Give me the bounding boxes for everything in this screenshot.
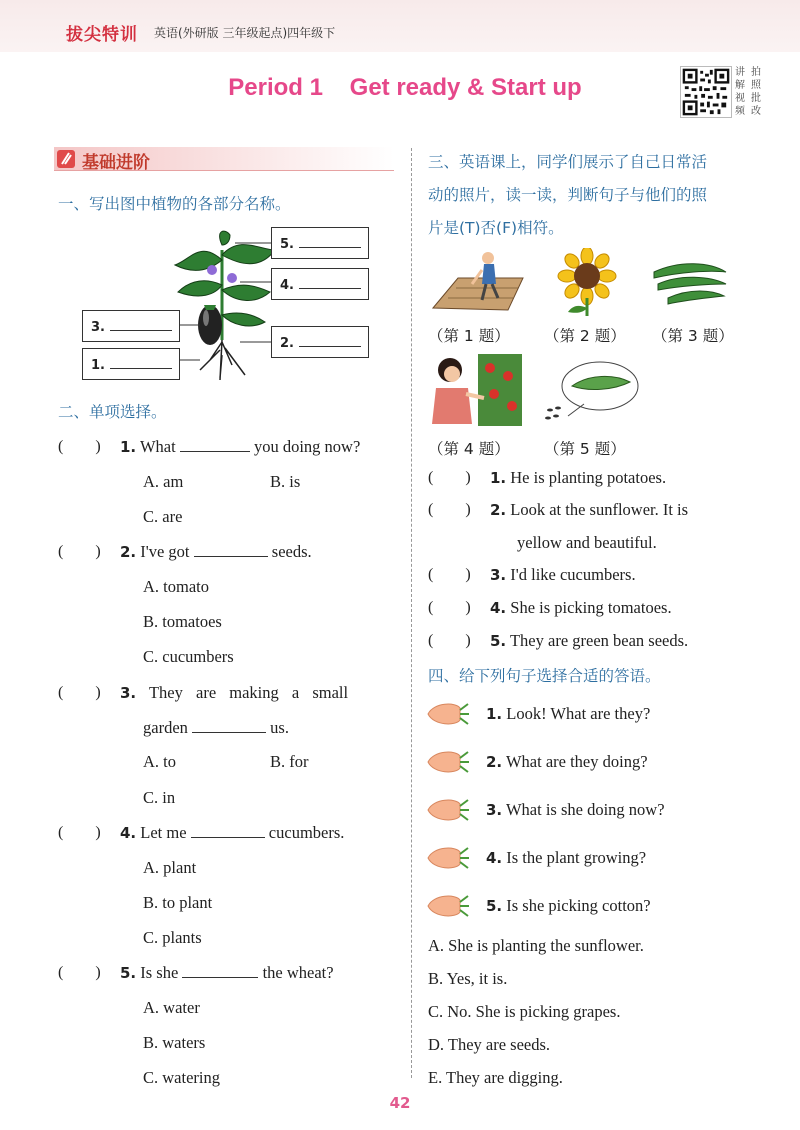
q3-item-2 bbox=[490, 500, 688, 520]
item-number: 3. bbox=[120, 684, 137, 702]
item-text: What are they doing? bbox=[505, 752, 648, 771]
q4-item-1 bbox=[486, 704, 650, 724]
label-box-5[interactable] bbox=[271, 227, 369, 259]
item-text: She is picking tomatoes. bbox=[510, 598, 672, 617]
q2-item-1 bbox=[120, 437, 360, 457]
page-number: 42 bbox=[389, 1094, 411, 1112]
q4-item-5 bbox=[486, 896, 651, 916]
q3-heading-line: 动的照片，读一读，判断句子与他们的照 bbox=[428, 186, 708, 204]
column-divider bbox=[411, 148, 412, 1078]
item-text: us. bbox=[270, 718, 289, 737]
boy-planting-picture bbox=[428, 248, 526, 316]
item-number: 4. bbox=[486, 849, 503, 867]
q3-item-3 bbox=[490, 565, 636, 585]
answer-paren[interactable]: ( ) bbox=[58, 964, 101, 981]
label-box-4[interactable] bbox=[271, 268, 369, 300]
item-text: cucumbers. bbox=[268, 823, 345, 842]
option-c[interactable]: C. are bbox=[143, 507, 183, 526]
option-a[interactable]: A. plant bbox=[143, 858, 197, 877]
section-label: 基础进阶 bbox=[82, 153, 150, 173]
period-label: Period 1 bbox=[228, 74, 323, 101]
item-text: I'd like cucumbers. bbox=[510, 565, 636, 584]
item-number: 1. bbox=[486, 705, 503, 723]
answer-paren[interactable]: ( ) bbox=[58, 684, 101, 701]
option-c[interactable]: C. cucumbers bbox=[143, 647, 234, 666]
q2-item-4 bbox=[120, 823, 344, 843]
item-text: What is she doing now? bbox=[505, 800, 665, 819]
q4-item-4 bbox=[486, 848, 646, 868]
qr-char: 讲 bbox=[735, 67, 745, 78]
item-text: Let me bbox=[140, 823, 187, 842]
option-b[interactable]: B. for bbox=[270, 752, 309, 771]
carrot-answer-icon[interactable] bbox=[426, 892, 470, 920]
item-number: 3. bbox=[486, 801, 503, 819]
option-b[interactable]: B. to plant bbox=[143, 893, 213, 912]
qr-char: 频 bbox=[735, 106, 745, 117]
qr-char: 照 bbox=[751, 80, 761, 91]
answer-paren[interactable]: ( ) bbox=[428, 469, 471, 486]
q3-item-1 bbox=[490, 468, 666, 488]
book-subject: 英语(外研版 三年级起点)四年级下 bbox=[154, 26, 336, 40]
item-text: I've got bbox=[140, 542, 190, 561]
item-number: 2. bbox=[486, 753, 503, 771]
option-b[interactable]: B. tomatoes bbox=[143, 612, 222, 631]
label-box-2[interactable] bbox=[271, 326, 369, 358]
picture-caption: （第 5 题） bbox=[544, 440, 626, 458]
label-box-3[interactable] bbox=[82, 310, 180, 342]
topic-label: Get ready & Start up bbox=[349, 74, 582, 101]
item-number: 1. bbox=[490, 469, 507, 487]
answer-paren[interactable]: ( ) bbox=[58, 824, 101, 841]
item-text: seeds. bbox=[271, 542, 312, 561]
answer-paren[interactable]: ( ) bbox=[58, 543, 101, 560]
option-c[interactable]: C. plants bbox=[143, 928, 202, 947]
q2-item-3-line2 bbox=[143, 718, 289, 738]
box-number: 3. bbox=[91, 320, 105, 335]
option-c[interactable]: C. in bbox=[143, 788, 176, 807]
item-text: Look at the sunflower. It is bbox=[510, 500, 689, 519]
item-text: Is she picking cotton? bbox=[506, 896, 651, 915]
answer-paren[interactable]: ( ) bbox=[58, 438, 101, 455]
brand-name: 拔尖特训 bbox=[66, 25, 138, 45]
qr-char: 视 bbox=[735, 93, 745, 104]
picture-caption: （第 1 题） bbox=[428, 327, 510, 345]
answer-option-a[interactable]: A. She is planting the sunflower. bbox=[428, 936, 644, 955]
option-a[interactable]: A. tomato bbox=[143, 577, 209, 596]
q4-item-3 bbox=[486, 800, 665, 820]
q2-item-5 bbox=[120, 963, 334, 983]
item-number: 2. bbox=[120, 543, 137, 561]
answer-paren[interactable]: ( ) bbox=[428, 599, 471, 616]
q2-item-2 bbox=[120, 542, 312, 562]
q1-heading: 一、写出图中植物的各部分名称。 bbox=[58, 195, 291, 213]
box-number: 5. bbox=[280, 237, 294, 252]
carrot-answer-icon[interactable] bbox=[426, 748, 470, 776]
item-number: 5. bbox=[486, 897, 503, 915]
fill-blank[interactable] bbox=[182, 964, 258, 978]
fill-blank[interactable] bbox=[192, 719, 266, 733]
answer-paren[interactable]: ( ) bbox=[428, 501, 471, 518]
q3-item-5 bbox=[490, 631, 688, 651]
carrot-answer-icon[interactable] bbox=[426, 700, 470, 728]
q4-item-2 bbox=[486, 752, 648, 772]
option-b[interactable]: B. waters bbox=[143, 1033, 206, 1052]
item-text: Look! What are they? bbox=[506, 704, 651, 723]
box-number: 2. bbox=[280, 336, 294, 351]
qr-char: 解 bbox=[735, 80, 745, 91]
fill-blank[interactable] bbox=[180, 438, 250, 452]
item-text: They are green bean seeds. bbox=[509, 631, 689, 650]
item-text: They are making a small bbox=[148, 683, 349, 702]
box-number: 4. bbox=[280, 278, 294, 293]
item-text: Is the plant growing? bbox=[506, 848, 647, 867]
option-c[interactable]: C. watering bbox=[143, 1068, 220, 1087]
qr-hint-text bbox=[735, 66, 765, 118]
q3-item-2-line2: yellow and beautiful. bbox=[517, 533, 657, 552]
q3-item-4 bbox=[490, 598, 672, 618]
item-number: 4. bbox=[120, 824, 137, 842]
q2-heading: 二、单项选择。 bbox=[58, 403, 167, 421]
answer-paren[interactable]: ( ) bbox=[428, 566, 471, 583]
item-number: 1. bbox=[120, 438, 137, 456]
answer-option-b[interactable]: B. Yes, it is. bbox=[428, 969, 508, 988]
qr-char: 批 bbox=[751, 93, 761, 104]
item-number: 4. bbox=[490, 599, 507, 617]
q3-heading bbox=[428, 146, 707, 245]
answer-option-c[interactable]: C. No. She is picking grapes. bbox=[428, 1002, 621, 1021]
sunflower-picture bbox=[556, 248, 618, 316]
q4-heading: 四、给下列句子选择合适的答语。 bbox=[428, 667, 661, 685]
item-number: 5. bbox=[120, 964, 137, 982]
option-b[interactable]: B. is bbox=[270, 472, 301, 491]
option-a[interactable]: A. water bbox=[143, 998, 200, 1017]
item-text: you doing now? bbox=[253, 437, 361, 456]
leader-lines bbox=[180, 230, 275, 370]
cucumber-seeds-picture bbox=[544, 360, 640, 422]
picture-caption: （第 2 题） bbox=[544, 327, 626, 345]
qr-char: 改 bbox=[751, 106, 761, 117]
q3-heading-line: 片是(T)否(F)相符。 bbox=[428, 219, 564, 237]
option-a[interactable]: A. to bbox=[143, 752, 176, 771]
qr-code-icon[interactable] bbox=[680, 66, 732, 118]
option-a[interactable]: A. am bbox=[143, 472, 184, 491]
fill-blank[interactable] bbox=[191, 824, 265, 838]
header-band bbox=[0, 0, 800, 52]
box-number: 1. bbox=[91, 358, 105, 373]
qr-char: 拍 bbox=[751, 67, 761, 78]
item-text: garden bbox=[143, 718, 188, 737]
item-number: 3. bbox=[490, 566, 507, 584]
item-text: He is planting potatoes. bbox=[510, 468, 667, 487]
green-beans-picture bbox=[650, 252, 730, 308]
answer-paren[interactable]: ( ) bbox=[428, 632, 471, 649]
picture-caption: （第 4 题） bbox=[428, 440, 510, 458]
item-text: Is she bbox=[140, 963, 179, 982]
girl-picking-tomatoes-picture bbox=[428, 354, 524, 430]
carrot-answer-icon[interactable] bbox=[426, 796, 470, 824]
carrot-answer-icon[interactable] bbox=[426, 844, 470, 872]
q3-heading-line: 三、英语课上，同学们展示了自己日常活 bbox=[428, 153, 708, 171]
item-number: 5. bbox=[490, 632, 507, 650]
answer-option-d[interactable]: D. They are seeds. bbox=[428, 1035, 551, 1054]
answer-option-e[interactable]: E. They are digging. bbox=[428, 1068, 563, 1087]
item-number: 2. bbox=[490, 501, 507, 519]
q2-item-3 bbox=[120, 683, 348, 703]
fill-blank[interactable] bbox=[194, 543, 268, 557]
item-text: the wheat? bbox=[262, 963, 334, 982]
label-box-1[interactable] bbox=[82, 348, 180, 380]
item-text: What bbox=[139, 437, 176, 456]
picture-caption: （第 3 题） bbox=[652, 327, 734, 345]
